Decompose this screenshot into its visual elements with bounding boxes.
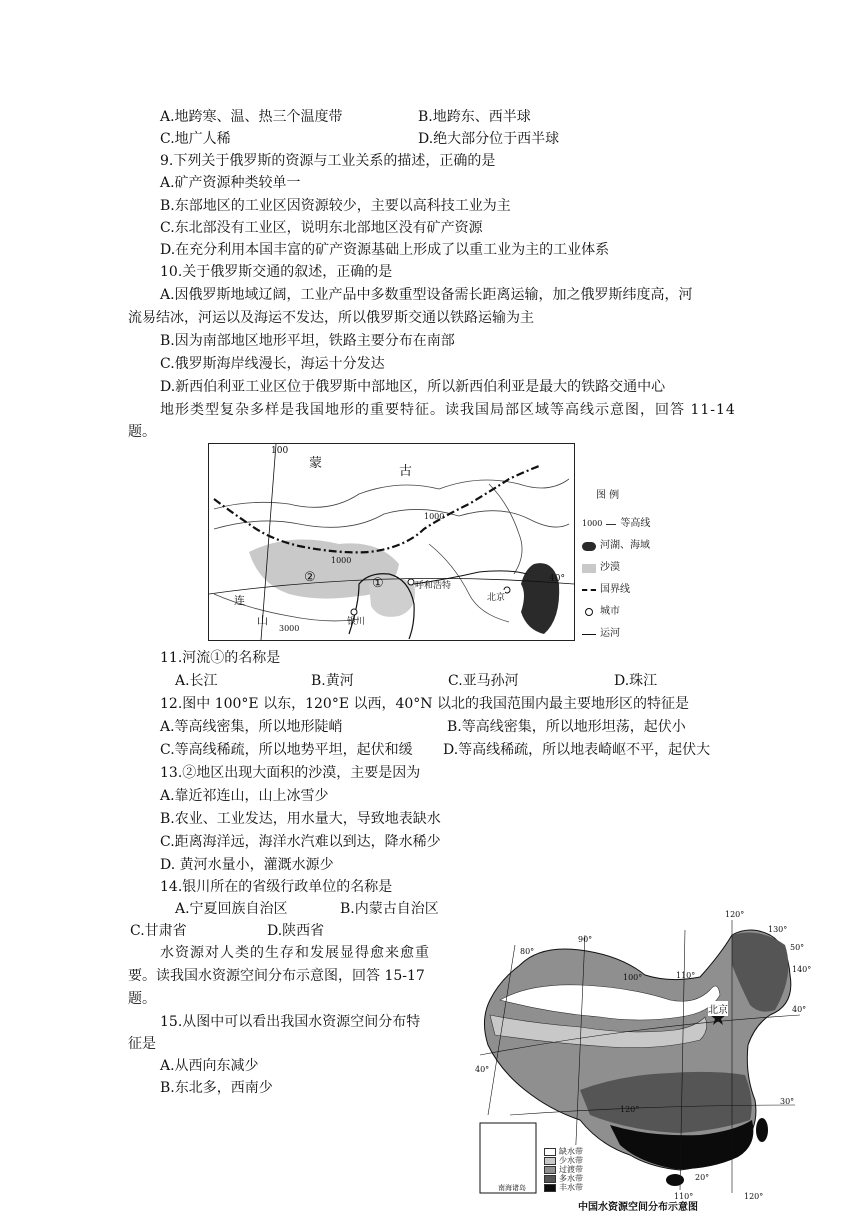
intro-15-17-line1: 水资源对人类的生存和发展显得愈来愈重 <box>160 945 430 961</box>
inset-label: 南海诸岛 <box>498 1184 526 1192</box>
q8-option-b: B.地跨东、西半球 <box>418 109 531 125</box>
qilian-label: 连 <box>234 594 245 607</box>
legend-rich-label: 丰水带 <box>559 1183 583 1192</box>
contour-label-1000b: 1000 <box>331 556 352 565</box>
lon-100-label: 100 <box>271 446 289 456</box>
legend-more <box>544 1174 583 1183</box>
legend-transition <box>544 1165 583 1174</box>
legend-lack <box>544 1147 583 1156</box>
q15-option-b: B.东北多，西南少 <box>160 1080 273 1096</box>
legend-more-label: 多水带 <box>559 1174 583 1183</box>
q13-option-c: C.距离海洋远，海洋水汽难以到达，降水稀少 <box>160 834 441 850</box>
lat-label-50: 50° <box>790 943 805 952</box>
q11-stem: 11.河流①的名称是 <box>160 650 281 666</box>
shan-label: 山 <box>257 614 268 627</box>
contour-map-drawing <box>209 444 574 640</box>
q11-option-d: D.珠江 <box>614 673 658 689</box>
contour-label-3000: 3000 <box>279 624 300 633</box>
q14-option-c: C.甘肃省 <box>130 923 187 939</box>
legend-lack-label: 缺水带 <box>559 1147 583 1156</box>
q13-option-b: B.农业、工业发达，用水量大，导致地表缺水 <box>160 811 441 827</box>
contour-map-legend <box>582 490 672 640</box>
legend-canal <box>582 628 620 640</box>
water-symbol <box>582 542 596 551</box>
q14-option-a: A.宁夏回族自治区 <box>175 901 288 917</box>
label-region-2: ② <box>304 570 316 585</box>
q13-option-d: D. 黄河水量小，灌溉水源少 <box>160 857 334 873</box>
legend-canal-label: 运河 <box>600 628 620 639</box>
lon-label-110-bottom: 110° <box>674 1192 694 1201</box>
border-symbol <box>582 589 596 591</box>
legend-contour-value: 1000 <box>582 519 603 528</box>
q15-stem-line1: 15.从图中可以看出我国水资源空间分布特 <box>160 1014 421 1030</box>
q12-option-a: A.等高线密集，所以地形陡峭 <box>160 719 343 735</box>
lon-label-120: 120° <box>725 910 745 919</box>
q14-option-b: B.内蒙古自治区 <box>340 901 439 917</box>
city-label-huhehaote: 呼和浩特 <box>415 581 452 591</box>
q15-option-a: A.从西向东减少 <box>160 1058 259 1074</box>
label-river-1: ① <box>372 576 384 591</box>
q11-option-a: A.长江 <box>175 673 218 689</box>
q11-option-b: B.黄河 <box>311 673 354 689</box>
contour-line <box>214 479 569 509</box>
legend-contour <box>582 518 650 530</box>
legend-less-label: 少水带 <box>559 1156 583 1165</box>
lon-label-110: 110° <box>676 971 696 980</box>
country-mongolia-1: 蒙 <box>309 456 323 471</box>
q12-stem: 12.图中 100°E 以东，120°E 以西，40°N 以北的我国范围内最主要地形区的特征是 <box>160 696 690 712</box>
swatch-more <box>544 1175 556 1183</box>
city-label-yinchuan: 银川 <box>347 617 366 627</box>
q10-option-b: B.因为南部地区地形平坦，铁路主要分布在南部 <box>160 333 455 349</box>
q9-option-b: B.东部地区的工业区因资源较少，主要以高科技工业为主 <box>160 198 511 214</box>
lon-label-100: 100° <box>623 973 643 982</box>
q8-option-c: C.地广人稀 <box>160 131 231 147</box>
contour-map <box>208 443 575 641</box>
q8-option-a: A.地跨寒、温、热三个温度带 <box>160 109 343 125</box>
lon-label-120-inner: 120° <box>620 1105 640 1114</box>
q10-option-a-line2: 流易结冰，河运以及海运不发达，所以俄罗斯交通以铁路运输为主 <box>128 310 534 326</box>
longitude-line <box>261 444 276 640</box>
q9-option-d: D.在充分利用本国丰富的矿产资源基础上形成了以重工业为主的工业体系 <box>160 242 610 258</box>
swatch-rich <box>544 1184 556 1192</box>
legend-water <box>582 540 650 552</box>
intro-15-17-line3: 题。 <box>128 991 156 1007</box>
legend-desert <box>582 562 620 574</box>
city-symbol <box>585 608 593 616</box>
legend-title: 图 例 <box>596 490 620 501</box>
country-mongolia-2: 古 <box>399 464 413 479</box>
intro-11-14-line2: 题。 <box>128 424 156 440</box>
legend-transition-label: 过渡带 <box>559 1165 583 1174</box>
swatch-less <box>544 1157 556 1165</box>
intro-15-17-line2: 要。读我国水资源空间分布示意图，回答 15-17 <box>128 968 425 984</box>
water-resource-map <box>470 905 815 1203</box>
legend-city-label: 城市 <box>600 606 620 617</box>
legend-desert-label: 沙漠 <box>600 562 620 573</box>
swatch-lack <box>544 1148 556 1156</box>
q14-option-d: D.陕西省 <box>267 923 325 939</box>
city-label-beijing: 北京 <box>487 590 505 603</box>
intro-11-14-line1: 地形类型复杂多样是我国地形的重要特征。读我国局部区域等高线示意图，回答 11-14 <box>160 402 736 418</box>
canal-symbol <box>582 634 596 635</box>
legend-rich <box>544 1183 583 1192</box>
lat-40-label: 40° <box>549 574 565 584</box>
legend-border-label: 国界线 <box>600 584 630 595</box>
lat-label-40-west: 40° <box>475 1065 490 1074</box>
q13-stem: 13.②地区出现大面积的沙漠，主要是因为 <box>160 765 421 781</box>
water-map-caption: 中国水资源空间分布示意图 <box>578 1202 698 1213</box>
taiwan-island <box>756 1118 768 1142</box>
hainan-island <box>666 1174 684 1186</box>
q15-stem-line2: 征是 <box>128 1036 156 1052</box>
beijing-label: 北京 <box>708 1001 728 1016</box>
q10-option-c: C.俄罗斯海岸线漫长，海运十分发达 <box>160 356 385 372</box>
q13-option-a: A.靠近祁连山，山上冰雪少 <box>160 788 329 804</box>
q10-option-a-line1: A.因俄罗斯地域辽阔，工业产品中多数重型设备需长距离运输，加之俄罗斯纬度高，河 <box>160 287 693 303</box>
lon-label-120-bottom: 120° <box>744 1192 764 1201</box>
q14-stem: 14.银川所在的省级行政单位的名称是 <box>160 879 393 895</box>
lon-label-80: 80° <box>520 947 535 956</box>
q9-stem: 9.下列关于俄罗斯的资源与工业关系的描述，正确的是 <box>160 153 496 169</box>
lon-label-140: 140° <box>792 965 812 974</box>
legend-water-label: 河湖、海域 <box>600 540 650 551</box>
legend-less <box>544 1156 583 1165</box>
lon-label-90: 90° <box>578 935 593 944</box>
lon-label-130: 130° <box>768 925 788 934</box>
national-border <box>214 466 539 552</box>
contour-symbol <box>606 524 616 525</box>
swatch-transition <box>544 1166 556 1174</box>
q11-option-c: C.亚马孙河 <box>448 673 519 689</box>
contour-label-1000a: 1000 <box>424 512 445 521</box>
desert-symbol <box>582 564 596 573</box>
lat-label-40: 40° <box>792 1005 807 1014</box>
q12-option-b: B.等高线密集，所以地形坦荡，起伏小 <box>447 719 686 735</box>
legend-border <box>582 584 630 596</box>
q12-option-d: D.等高线稀疏，所以地表崎岖不平，起伏大 <box>443 742 711 758</box>
lat-label-20: 20° <box>695 1173 710 1182</box>
legend-contour-label: 等高线 <box>620 518 651 529</box>
contour-line <box>489 484 522 574</box>
city-marker-huhehaote <box>408 579 414 585</box>
q10-option-d: D.新西伯利亚工业区位于俄罗斯中部地区，所以新西伯利亚是最大的铁路交通中心 <box>160 379 666 395</box>
q9-option-c: C.东北部没有工业区，说明东北部地区没有矿产资源 <box>160 220 483 236</box>
lat-label-30: 30° <box>780 1097 795 1106</box>
water-map-legend <box>544 1147 583 1192</box>
q9-option-a: A.矿产资源种类较单一 <box>160 175 301 191</box>
q10-stem: 10.关于俄罗斯交通的叙述，正确的是 <box>160 264 393 280</box>
q12-option-c: C.等高线稀疏，所以地势平坦，起伏和缓 <box>160 742 413 758</box>
legend-city <box>582 606 620 618</box>
q8-option-d: D.绝大部分位于西半球 <box>418 131 560 147</box>
